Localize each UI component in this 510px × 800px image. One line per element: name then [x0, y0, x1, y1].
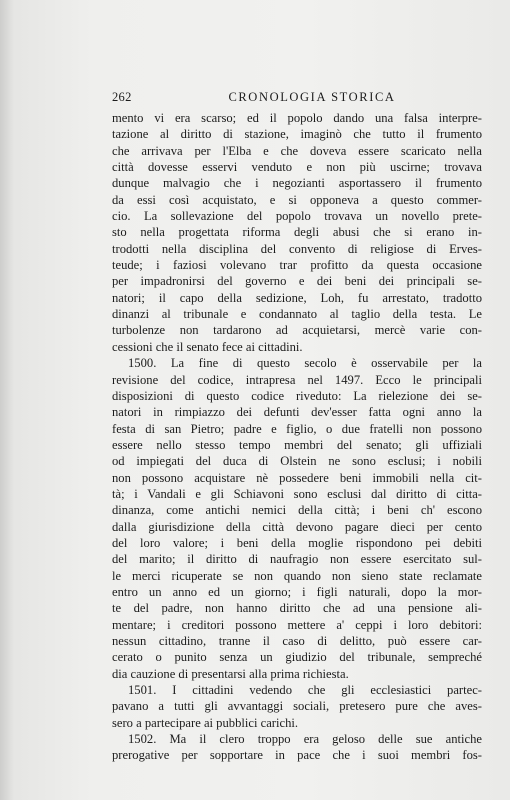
text-line: trodotti nella disciplina del convento di religiose di Erves- — [112, 241, 482, 256]
page-number: 262 — [112, 90, 132, 104]
text-line: del marito; il diritto di naufragio non essere esercitato sul- — [112, 552, 482, 567]
text-line: tazione al diritto di stazione, imaginò che tutto il frumento — [112, 127, 482, 142]
paragraph-1501-start: 1501. I cittadini vedendo che gli ecclesiastici partec- — [128, 683, 482, 698]
text-line: teude; i faziosi volevano trar profitto da questa occasione — [112, 258, 482, 273]
text-line: te del padre, non hanno diritto che ad una pensione ali- — [112, 601, 482, 616]
text-line: prerogative per sopportare in pace che i suoi membri fos- — [112, 748, 482, 763]
text-line: del loro valore; i beni della moglie rispondono pei debiti — [112, 535, 482, 550]
text-line: turbolenze non tardarono ad acquietarsi, mercè varie con- — [112, 323, 482, 338]
text-line: dinanzi al tribunale e condannato al taglio della testa. Le — [112, 307, 482, 322]
paragraph-1500-start: 1500. La fine di questo secolo è osservabile per la — [128, 356, 482, 371]
text-line: essere nello stesso tempo membri del senato; gli uffiziali — [112, 437, 482, 452]
text-line: festa di san Pietro; padre e figlio, o due fratelli non possono — [112, 421, 482, 436]
text-line: sto nella progettata riforma degli abusi che si erano in- — [112, 225, 482, 240]
text-line: natori in rimpiazzo dei defunti dev'esser fatta ogni anno la — [112, 405, 482, 420]
text-line: revisione del codice, intrapresa nel 1497. Ecco le principali — [112, 372, 482, 387]
text-line: da essi così acquistato, e si opponeva a questo commer- — [112, 192, 482, 207]
text-line: cio. La sollevazione del popolo trovava un novello prete- — [112, 209, 482, 224]
text-line: dinanza, come antichi nemici della città; i beni ch' escono — [112, 503, 482, 518]
text-line: entro un anno ed un giorno; i figli naturali, dopo la mor- — [112, 584, 482, 599]
text-line: città dovesse esservi venduto e non più uscirne; trovava — [112, 160, 482, 175]
text-line: le merci ricuperate se non quando non sieno state reclamate — [112, 568, 482, 583]
text-line: per impadronirsi del governo e dei beni dei principali se- — [112, 274, 482, 289]
text-line: nessun cittadino, tranne il caso di delitto, può essere car- — [112, 634, 482, 648]
text-line: sero a partecipare ai pubblici carichi. — [112, 715, 299, 730]
text-line: disposizioni di questo codice riveduto: La rielezione dei se- — [112, 388, 482, 403]
text-line: od impiegati del duca di Olstein ne sono esclusi; i nobili — [112, 454, 482, 469]
text-line: tà; i Vandali e gli Schiavoni sono esclusi dal diritto di citta- — [112, 486, 482, 501]
text-line: natori; il capo della sedizione, Loh, fu arrestato, tradotto — [112, 290, 482, 305]
body-text — [112, 110, 482, 764]
page-header — [112, 90, 482, 108]
text-line: non possono acquistare nè possedere beni immobili nella cit- — [112, 470, 482, 485]
text-line: dalla giurisdizione della città devono pagare dieci per cento — [112, 519, 482, 534]
text-line: cerato o punito senza un giudizio del tribunale, sempreché — [112, 650, 482, 665]
text-line: dia cauzione di presentarsi alla prima richiesta. — [112, 666, 349, 681]
text-line: pavano a tutti gli avvantaggi sociali, pretesero pure che aves- — [112, 699, 482, 714]
text-line: cessioni che il senato fece ai cittadini. — [112, 339, 303, 354]
page-edge-shadow — [0, 0, 14, 800]
text-line: mento vi era scarso; ed il popolo dando una falsa interpre- — [112, 111, 482, 125]
text-line: mentare; i creditori possono mettere a' ceppi i loro debitori: — [112, 617, 482, 632]
text-line: dunque malvagio che i negozianti asportassero il frumento — [112, 176, 482, 191]
paragraph-1502-start: 1502. Ma il clero troppo era geloso delle sue antiche — [128, 732, 482, 747]
running-title: CRONOLOGIA STORICA — [228, 90, 396, 104]
text-line: che arrivava per l'Elba e che doveva essere scaricato nella — [112, 143, 482, 158]
